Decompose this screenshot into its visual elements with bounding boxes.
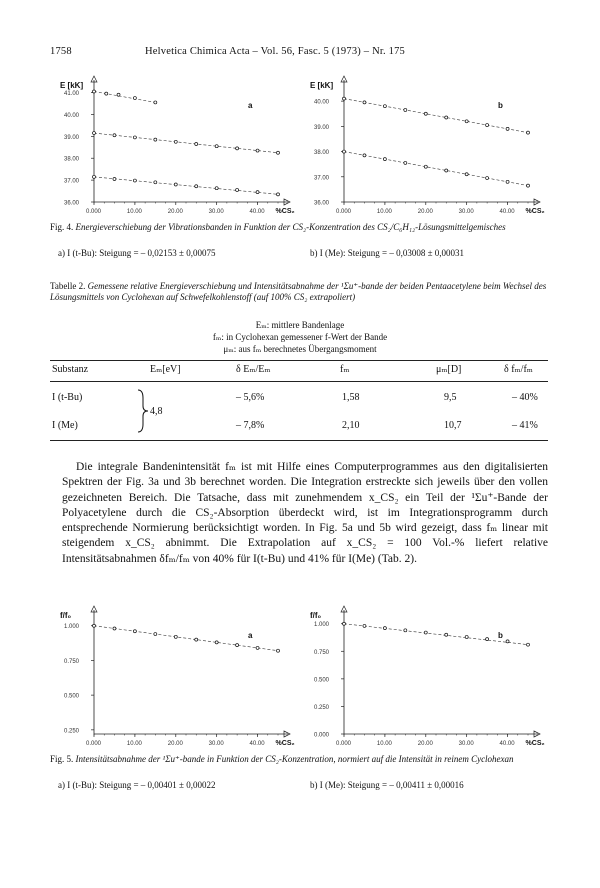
table2-bottom-rule [50,440,548,441]
cell-df: – 41% [512,420,538,431]
x-tick-label: 10.00 [376,209,392,215]
data-point [506,180,509,183]
fig5-caption-label: Fig. 5. [50,754,74,764]
table2-title [50,281,550,303]
data-point [383,158,386,161]
fig4a-chart [50,72,300,218]
x-axis-label: %CS₂ [275,740,295,747]
fig4-caption [50,222,550,233]
y-axis-label: f/f₀ [310,611,322,620]
fit-line [344,152,528,186]
data-point [343,97,346,100]
data-point [383,627,386,630]
data-point [154,138,157,141]
cell-f: 1,58 [342,392,360,403]
data-point [93,175,96,178]
fig5-slope-b: b) I (Me): Steigung = – 0,00411 ± 0,00016 [310,780,464,790]
y-tick-label: 38.00 [64,156,80,163]
x-axis-label: %CS₂ [525,208,545,215]
y-tick-label: 41.00 [64,91,80,98]
data-point [105,92,108,95]
data-point [93,624,96,627]
data-point [506,127,509,130]
fig5a-chart [50,602,300,750]
x-tick-label: 20.00 [417,209,433,215]
body-paragraph: Die integrale Bandenintensität fₘ ist mit Hilfe eines Computerprogrammes aus den digitalisierten Spektren der Fig. 3a und 3b berechnet worden. Die Integration erstreckte sich jeweils über den vollen gezeichneten Bereich. Die Tatsache, dass mit zunehmendem x_CS₂ ein Teil der ¹Σu⁺-Bande der Polyacetylene durch die CS₂-Absorption überdeckt wird, ist im Integrationsprogramm durch entsprechende Normierung berücksichtigt worden. In Fig. 5a und 5b wird gezeigt, dass fₘ linear mit steigendem x_CS₂ abnimmt. Die Extrapolation auf x_CS₂ = 100 Vol.-% liefert relative Intensitätsabnahmen δfₘ/fₘ von 40% für I(t-Bu) und 41% für I(Me) (Tab. 2). [62,461,548,565]
x-tick-label: 10.00 [376,741,392,747]
data-point [113,178,116,181]
x-tick-label: 0.000 [336,209,352,215]
data-point [113,134,116,137]
data-point [133,97,136,100]
table2-legend-1: Eₘ: mittlere Bandenlage [255,320,345,330]
data-point [174,183,177,186]
data-point [93,90,96,93]
x-tick-label: 30.00 [208,209,224,215]
y-tick-label: 1.000 [314,622,330,629]
panel-label: a [248,101,253,110]
panel-label: b [498,101,503,110]
col-f: fₘ [340,364,350,375]
x-tick-label: 0.000 [86,209,102,215]
cell-df: – 40% [512,392,538,403]
y-tick-label: 37.00 [314,175,330,182]
data-point [445,116,448,119]
x-tick-label: 20.00 [167,209,183,215]
data-point [527,131,530,134]
x-tick-label: 30.00 [458,209,474,215]
data-point [404,161,407,164]
panel-label: b [498,631,503,640]
cell-em-shared: 4,8 [150,406,163,417]
y-axis-label: f/f₀ [60,611,72,620]
x-tick-label: 0.000 [86,741,102,747]
y-tick-label: 38.00 [314,150,330,157]
y-tick-label: 0.000 [314,732,330,739]
data-point [486,177,489,180]
table2-legend-3: μₘ: aus fₘ berechnetes Übergangsmoment [223,344,377,354]
data-point [343,150,346,153]
data-point [215,641,218,644]
y-tick-label: 36.00 [64,200,80,207]
y-tick-label: 39.00 [314,124,330,131]
data-point [215,187,218,190]
data-point [277,151,280,154]
x-tick-label: 40.00 [249,209,265,215]
data-point [486,124,489,127]
col-substanz: Substanz [52,364,89,375]
data-point [154,101,157,104]
data-point [256,646,259,649]
data-point [154,181,157,184]
data-point [133,630,136,633]
y-tick-label: 0.500 [64,693,80,700]
data-point [174,140,177,143]
y-tick-label: 40.00 [64,112,80,119]
panel-label: a [248,631,253,640]
fig5-caption [50,754,550,765]
y-tick-label: 0.500 [314,677,330,684]
running-title: Helvetica Chimica Acta – Vol. 56, Fasc. 5 (1973) – Nr. 175 [145,46,405,57]
y-tick-label: 0.250 [64,728,80,735]
y-axis-label: E [kK] [310,81,334,90]
data-point [113,627,116,630]
y-tick-label: 0.250 [314,704,330,711]
y-tick-label: 40.00 [314,99,330,106]
y-tick-label: 0.750 [64,658,80,665]
col-mu: μₘ[D] [436,364,462,375]
data-point [343,622,346,625]
x-axis-label: %CS₂ [525,740,545,747]
data-point [93,132,96,135]
data-point [117,93,120,96]
data-point [133,179,136,182]
x-tick-label: 20.00 [417,741,433,747]
cell-de: – 5,6% [236,392,265,403]
data-point [465,173,468,176]
data-point [195,638,198,641]
data-point [527,643,530,646]
data-point [256,191,259,194]
data-point [195,185,198,188]
col-de: δ Eₘ/Eₘ [236,364,271,375]
y-tick-label: 0.750 [314,649,330,656]
fig5b-chart [300,602,550,750]
data-point [506,640,509,643]
data-point [236,188,239,191]
cell-substanz: I (Me) [52,420,78,431]
y-axis-label: E [kK] [60,81,84,90]
y-tick-label: 1.000 [64,624,80,631]
x-tick-label: 10.00 [126,741,142,747]
data-point [404,108,407,111]
cell-mu: 10,7 [444,420,462,431]
data-point [404,629,407,632]
data-point [236,147,239,150]
data-point [277,649,280,652]
x-axis-label: %CS₂ [275,208,295,215]
data-point [465,635,468,638]
fig4-caption-text: Energieverschiebung der Vibrationsbanden in Funktion der CS₂-Konzentration des CS₂/C₆H₁₂-Lösungsmittelgemisches [75,222,506,232]
fig4-caption-label: Fig. 4. [50,222,74,232]
data-point [363,101,366,104]
data-point [465,120,468,123]
data-point [527,184,530,187]
x-tick-label: 20.00 [167,741,183,747]
col-em: Eₘ[eV] [150,364,181,375]
data-point [256,149,259,152]
fig5-caption-text: Intensitätsabnahme der ¹Σu⁺-bande in Funktion der CS₂-Konzentration, normiert auf die Intensität in reinem Cyclohexan [75,754,514,764]
table2-title-text: Gemessene relative Energieverschiebung und Intensitätsabnahme der ¹Σu⁺-bande der beiden Pentaacetylene beim Wechsel des Lösungsmittels von Cyclohexan auf Schwefelkohlenstoff (auf 100% CS₂ extrapoliert) [50,281,547,302]
y-tick-label: 37.00 [64,178,80,185]
table2-title-label: Tabelle 2. [50,281,86,291]
data-point [445,169,448,172]
data-point [424,112,427,115]
fit-line [94,91,155,102]
fit-line [94,177,278,195]
x-tick-label: 0.000 [336,741,352,747]
fig4-slope-a: a) I (t-Bu): Steigung = – 0,02153 ± 0,00075 [58,248,216,258]
fit-line [94,133,278,153]
col-df: δ fₘ/fₘ [504,364,533,375]
y-tick-label: 36.00 [314,200,330,207]
table2-legend-2: fₘ: in Cyclohexan gemessener f-Wert der Bande [212,332,388,342]
fig4-slope-b: b) I (Me): Steigung = – 0,03008 ± 0,00031 [310,248,465,258]
x-tick-label: 10.00 [126,209,142,215]
y-tick-label: 39.00 [64,134,80,141]
data-point [383,105,386,108]
table2-header-rule [50,381,548,382]
cell-f: 2,10 [342,420,360,431]
data-point [445,633,448,636]
table2-top-rule [50,360,548,361]
cell-mu: 9,5 [444,392,457,403]
data-point [154,633,157,636]
page-number: 1758 [50,46,72,57]
fig5-slope-a: a) I (t-Bu): Steigung = – 0,00401 ± 0,00022 [58,780,216,790]
data-point [486,638,489,641]
data-point [424,631,427,634]
data-point [363,154,366,157]
data-point [236,644,239,647]
x-tick-label: 40.00 [249,741,265,747]
x-tick-label: 40.00 [499,741,515,747]
cell-de: – 7,8% [236,420,265,431]
table2-brace [136,388,150,434]
data-point [424,165,427,168]
data-point [195,143,198,146]
data-point [174,635,177,638]
x-tick-label: 40.00 [499,209,515,215]
x-tick-label: 30.00 [208,741,224,747]
data-point [215,145,218,148]
fig4b-chart [300,72,550,218]
x-tick-label: 30.00 [458,741,474,747]
data-point [277,193,280,196]
data-point [133,136,136,139]
cell-substanz: I (t-Bu) [52,392,83,403]
data-point [363,624,366,627]
